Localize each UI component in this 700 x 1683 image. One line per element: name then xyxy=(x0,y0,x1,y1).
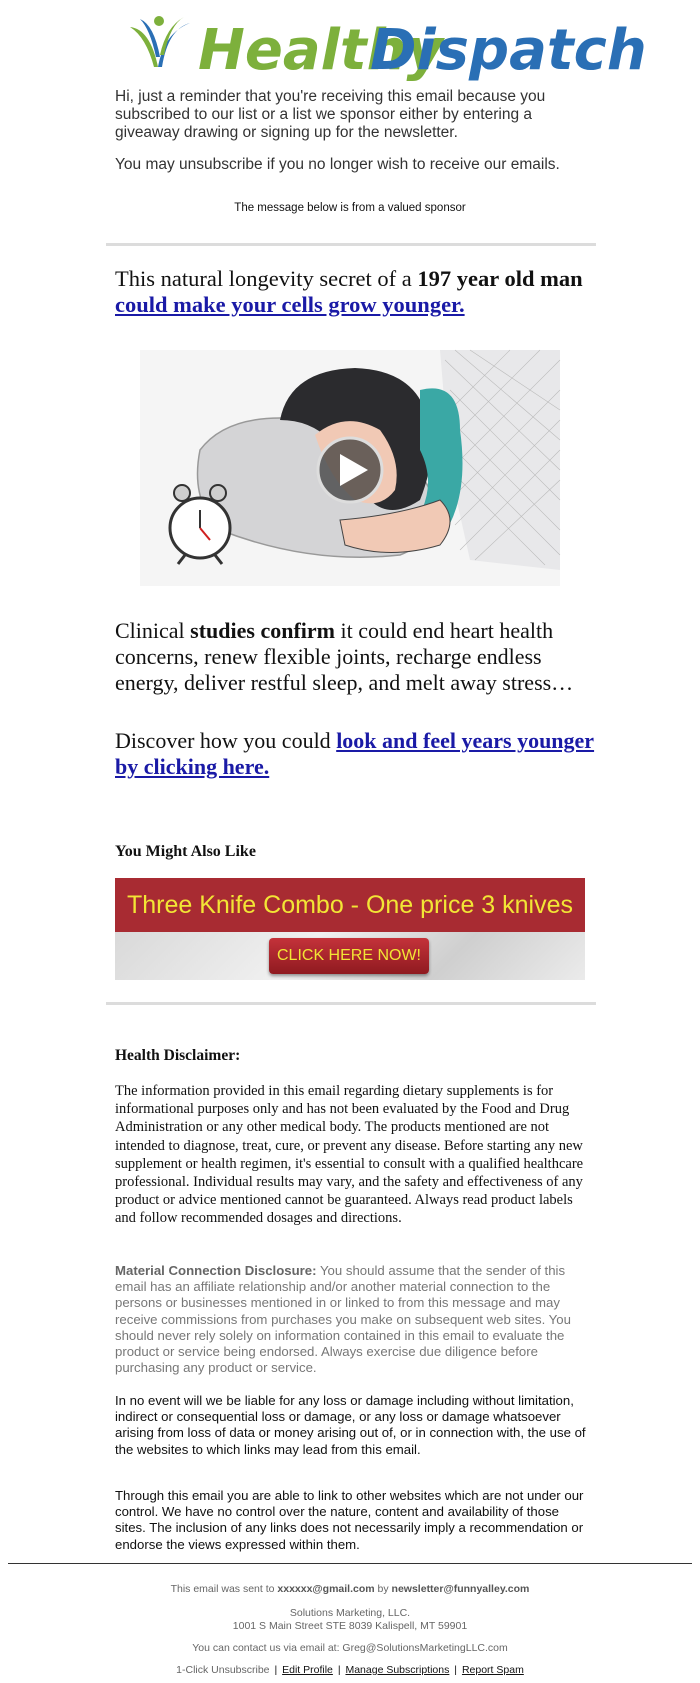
banner-title: Three Knife Combo - One price 3 knives xyxy=(115,878,585,932)
sender-email: newsletter@funnyalley.com xyxy=(391,1583,530,1595)
health-disclaimer-title: Health Disclaimer: xyxy=(115,1047,241,1064)
subscription-reminder: Hi, just a reminder that you're receiving this email because you subscribed to our list or a list we sponsor either by entering a giveaway drawing or signing up for the newsletter. xyxy=(115,88,546,141)
sent-to-text: This email was sent to xyxy=(170,1583,278,1595)
liability-paragraph: In no event will we be liable for any loss or damage including without limitation, indirect or consequential loss or damage, or any loss or damage whatsoever arising from loss of data or money arising out of, or in connection with, the use of the websites to which links may lead from this email. xyxy=(115,1393,586,1457)
sent-to-line xyxy=(0,1583,700,1595)
you-might-also-like-heading: You Might Also Like xyxy=(115,843,256,860)
banner-marble-background xyxy=(115,932,585,980)
manage-subscriptions-link[interactable]: Manage Subscriptions xyxy=(345,1664,450,1676)
headline-link[interactable]: could make your cells grow younger. xyxy=(115,292,465,317)
divider xyxy=(106,243,596,246)
separator: | xyxy=(337,1664,341,1676)
play-icon[interactable] xyxy=(318,438,382,502)
report-spam-link[interactable]: Report Spam xyxy=(461,1664,524,1676)
unsubscribe-note: You may unsubscribe if you no longer wish to receive our emails. xyxy=(115,156,560,173)
material-connection-disclosure xyxy=(115,1263,590,1376)
company-name: Solutions Marketing, LLC. xyxy=(289,1607,411,1619)
divider xyxy=(106,1002,596,1005)
logo-word-dispatch: Dispatch xyxy=(370,18,647,83)
external-links-paragraph: Through this email you are able to link to other websites which are not under our control. We have no control over the nature, content and availability of those sites. The inclusion of any links does not necessarily imply a recommendation or endorse the views expressed within them. xyxy=(115,1488,584,1552)
ad-body xyxy=(115,618,595,696)
material-label: Material Connection Disclosure: xyxy=(115,1263,317,1278)
ad-cta-paragraph xyxy=(115,728,595,780)
footer-links xyxy=(0,1664,700,1676)
click-here-now-button[interactable]: CLICK HERE NOW! xyxy=(269,938,429,974)
recipient-email: xxxxxx@gmail.com xyxy=(277,1583,375,1595)
discover-link[interactable]: look and feel years younger by clicking here. xyxy=(115,728,595,779)
headline-bold: 197 year old man xyxy=(417,266,583,291)
edit-profile-link[interactable]: Edit Profile xyxy=(282,1664,333,1676)
healthy-dispatch-logo[interactable] xyxy=(0,0,700,100)
footer-divider xyxy=(8,1563,692,1564)
leaf-person-icon xyxy=(130,16,190,67)
body-text-post: it could end heart health concerns, renew flexible joints, recharge endless energy, deliver restful sleep, and melt away stress… xyxy=(115,618,574,695)
separator: | xyxy=(454,1664,458,1676)
company-address: 1001 S Main Street STE 8039 Kalispell, MT 59901 xyxy=(232,1620,468,1632)
discover-text: Discover how you could xyxy=(115,728,337,753)
material-body: You should assume that the sender of this email has an affiliate relationship and/or another material connection to the persons or businesses mentioned in or linked to from this message and may receive commissions from purchases you make on subsequent web sites. You should never rely solely on information contained in this email to evaluate the product or service being endorsed. Always exercise due diligence before purchasing any product or service. xyxy=(115,1263,571,1376)
logo-graphic xyxy=(120,7,647,97)
body-text-pre: Clinical xyxy=(115,618,191,643)
sent-by-text: by xyxy=(374,1583,392,1595)
contact-line: You can contact us via email at: Greg@SolutionsMarketingLLC.com xyxy=(192,1642,508,1654)
hero-video-thumbnail[interactable] xyxy=(140,350,560,586)
health-disclaimer-body: The information provided in this email regarding dietary supplements is for informational purposes only and has not been evaluated by the Food and Drug Administration or any other medical body. The products mentioned are not intended to diagnose, treat, cure, or prevent any disease. Before starting any new supplement or health regimen, it's essential to consult with a qualified healthcare professional. Individual results may vary, and the safety and effectiveness of any product or advice mentioned cannot be guaranteed. Always read product labels and follow recommended dosages and directions. xyxy=(115,1083,584,1227)
separator: | xyxy=(274,1664,278,1676)
sponsor-note: The message below is from a valued sponsor xyxy=(234,202,466,214)
ad-headline xyxy=(115,266,595,318)
body-text-bold: studies confirm xyxy=(190,618,335,643)
headline-text: This natural longevity secret of a xyxy=(115,266,418,291)
knife-combo-banner[interactable] xyxy=(115,878,585,980)
logo-word-healthy: Healthy xyxy=(198,18,443,83)
sleeping-woman-illustration xyxy=(140,350,560,586)
one-click-unsubscribe[interactable]: 1-Click Unsubscribe xyxy=(176,1664,270,1676)
